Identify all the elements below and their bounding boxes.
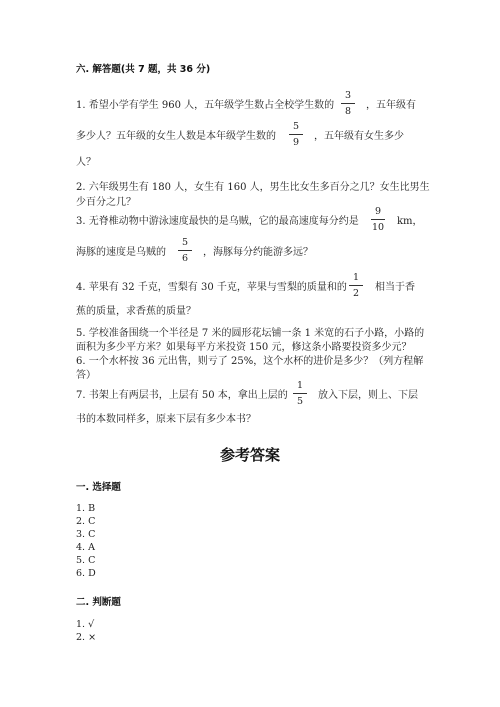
fraction-denominator: 5 [296, 396, 304, 407]
question-3-line-1a: 3. 无脊椎动物中游泳速度最快的是乌贼，它的最高速度每分约是 [76, 216, 359, 227]
question-1-line-2b: ，五年级有女生多少 [314, 131, 404, 142]
question-1-line-1a: 1. 希望小学有学生 960 人，五年级学生数占全校学生数的 [76, 100, 335, 111]
fraction-9-10 [369, 206, 387, 233]
question-1-line-1b: ，五年级有 [366, 100, 416, 111]
answers-title: 参考答案 [219, 446, 280, 464]
section-heading: 六. 解答题(共 7 题，共 36 分) [76, 64, 211, 75]
fraction-denominator: 6 [181, 253, 189, 264]
answer-item: 2. C [76, 516, 96, 527]
question-5-line-2: 面积为多少平方米？如果每平方米投资 150 元，修这条小路要投资多少元？ [76, 342, 412, 353]
fraction-numerator: 5 [292, 121, 300, 132]
question-4-line-2: 蕉的质量，求香蕉的质量？ [76, 306, 196, 317]
fraction-3-8 [339, 90, 357, 117]
fraction-denominator: 9 [292, 137, 300, 148]
answer-item: 4. A [76, 542, 95, 553]
fraction-numerator: 1 [296, 380, 304, 391]
fraction-1-2 [347, 272, 365, 299]
question-1-line-3: 人？ [76, 157, 96, 168]
question-2-line-1: 2. 六年级男生有 180 人，女生有 160 人，男生比女生多百分之几？女生比男生 [76, 182, 430, 193]
answer-item: 3. C [76, 529, 96, 540]
fraction-denominator: 2 [352, 288, 360, 299]
fraction-5-9 [287, 121, 305, 148]
answer-item: 1. B [76, 503, 96, 514]
question-4-line-1a: 4. 苹果有 32 千克，雪梨有 30 千克，苹果与雪梨的质量和的 [76, 282, 347, 293]
question-7-line-1b: 放入下层，则上、下层 [318, 390, 418, 401]
question-7-line-2: 书的本数同样多，原来下层有多少本书？ [76, 414, 256, 425]
answer-item: 2. × [76, 632, 97, 643]
fraction-denominator: 8 [344, 106, 352, 117]
answer-item: 5. C [76, 555, 96, 566]
fraction-1-5 [291, 380, 309, 407]
question-3-line-2a: 海豚的速度是乌贼的 [76, 247, 166, 258]
answers-section-1-heading: 一. 选择题 [76, 482, 121, 493]
question-3-line-2b: ，海豚每分约能游多远？ [203, 247, 313, 258]
question-6-line-1: 6. 一个水杯按 36 元出售，则亏了 25%，这个水杯的进价是多少？（列方程解 [76, 356, 424, 367]
answer-item: 1. √ [76, 619, 95, 630]
question-5-line-1: 5. 学校准备围绕一个半径是 7 米的圆形花坛铺一条 1 米宽的石子小路，小路的 [76, 328, 425, 339]
fraction-numerator: 1 [352, 272, 360, 283]
fraction-denominator: 10 [371, 222, 385, 233]
question-7-line-1a: 7. 书架上有两层书，上层有 50 本，拿出上层的 [76, 390, 288, 401]
fraction-numerator: 5 [181, 237, 189, 248]
answers-section-2-heading: 二. 判断题 [76, 597, 121, 608]
fraction-numerator: 9 [374, 206, 382, 217]
question-1-line-2a: 多少人？五年级的女生人数是本年级学生数的 [76, 131, 276, 142]
answer-item: 6. D [76, 568, 96, 579]
question-3-line-1b: km， [397, 216, 423, 227]
question-2-line-2: 少百分之几？ [76, 197, 136, 208]
question-4-line-1b: 相当于香 [375, 282, 415, 293]
question-6-line-2: 答） [76, 370, 96, 381]
fraction-numerator: 3 [344, 90, 352, 101]
fraction-5-6 [176, 237, 194, 264]
